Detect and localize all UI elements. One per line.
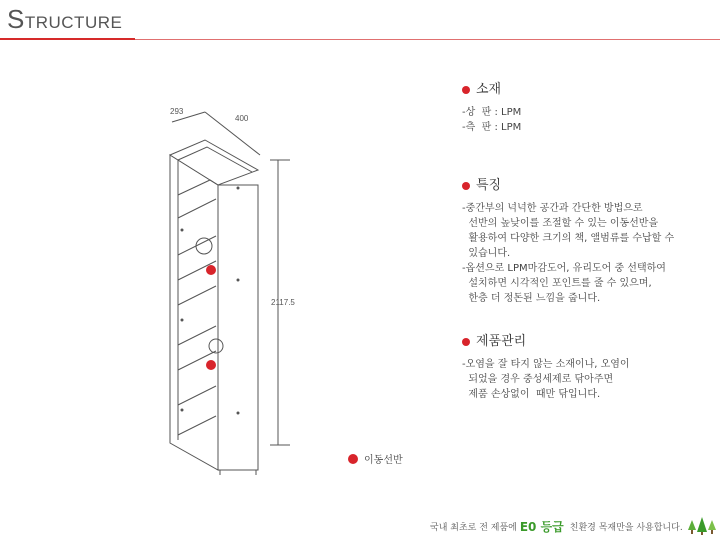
care-line: -오염을 잘 타지 않는 소재이나, 오염이 — [462, 359, 630, 370]
depth-label: 293 — [170, 107, 184, 116]
care-line: 제품 손상없이 때만 닦입니다. — [462, 389, 601, 400]
material-heading — [462, 82, 521, 97]
moveable-shelf-marker — [206, 360, 216, 370]
features-line: 한층 더 정돈된 느낌을 줍니다. — [462, 293, 601, 304]
features-line: 활용하여 다양한 크기의 책, 앨범류를 수납할 수 — [462, 233, 675, 244]
features-heading — [462, 178, 674, 193]
page-title-rest: TRUCTURE — [24, 13, 123, 32]
header-divider — [135, 39, 720, 40]
height-label: 2117.5 — [271, 298, 295, 307]
features-line: -중간부의 넉넉한 공간과 간단한 방법으로 — [462, 203, 643, 214]
legend-label: 이동선반 — [364, 455, 403, 466]
moveable-shelf-marker — [206, 265, 216, 275]
shelf-side-face — [170, 155, 218, 470]
footer-grade: E0 등급 — [519, 519, 564, 534]
features-line: 선반의 높낮이를 조절할 수 있는 이동선반을 — [462, 218, 659, 229]
bullet-dot-icon — [462, 86, 470, 94]
trees-icon — [687, 516, 717, 536]
care-section — [462, 334, 630, 402]
footer-suffix: 친환경 목재만을 사용합니다. — [569, 522, 683, 533]
page-title-initial: S — [7, 4, 25, 34]
features-line: -옵션으로 LPM마감도어, 유리도어 중 선택하여 — [462, 263, 666, 274]
page-title — [7, 4, 122, 35]
material-line: -상 판 : LPM — [462, 107, 522, 118]
features-title: 특징 — [476, 178, 502, 193]
features-line: 설치하면 시각적인 포인트를 줄 수 있으며, — [462, 278, 652, 289]
header-accent-rule — [0, 38, 135, 40]
shelf-front-face — [218, 185, 258, 470]
moveable-shelf-legend-icon — [348, 454, 358, 464]
care-heading — [462, 334, 630, 349]
bullet-dot-icon — [462, 182, 470, 190]
material-line: -측 판 : LPM — [462, 122, 522, 133]
eco-footer — [430, 516, 717, 536]
care-title: 제품관리 — [476, 334, 527, 349]
features-line: 있습니다. — [462, 248, 511, 259]
bullet-dot-icon — [462, 338, 470, 346]
bookshelf-drawing — [160, 100, 320, 480]
material-section — [462, 82, 521, 135]
features-section — [462, 178, 674, 306]
legend — [348, 451, 403, 466]
width-label: 400 — [235, 114, 249, 123]
footer-prefix: 국내 최초로 전 제품에 — [430, 522, 517, 533]
material-title: 소재 — [476, 82, 502, 97]
care-line: 되었을 경우 중성세제로 닦아주면 — [462, 374, 614, 385]
